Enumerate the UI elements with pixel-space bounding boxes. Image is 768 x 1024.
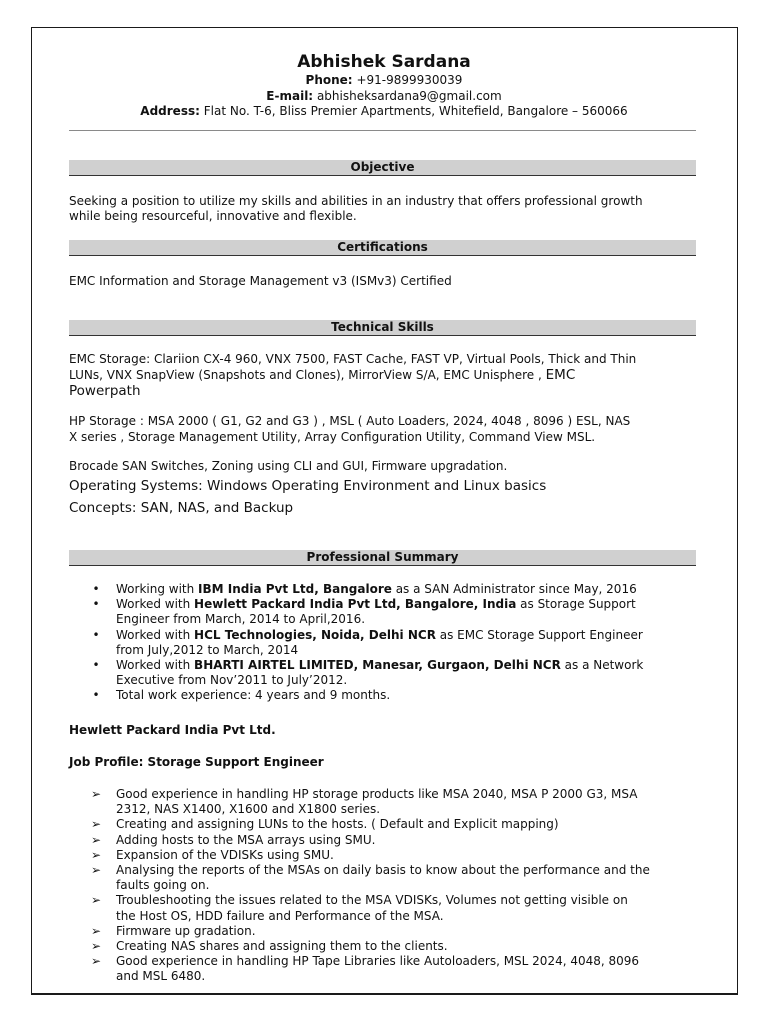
emc-skills-line-1: EMC Storage: Clariion CX-4 960, VNX 7500, FAST Cache, FAST VP, Virtual Pools, Thick and Thin (69, 352, 637, 366)
summary-text: Executive from Nov’2011 to July’2012. (116, 673, 348, 688)
technical-skills-heading: Technical Skills (69, 320, 696, 336)
summary-text: as Storage Support (516, 597, 636, 612)
summary-text: Worked with (116, 658, 195, 673)
arrow-bullet-icon: ➢ (90, 939, 102, 954)
bullet-icon: • (92, 582, 100, 596)
summary-text: from July,2012 to March, 2014 (116, 642, 299, 657)
certifications-heading: Certifications (69, 240, 696, 256)
summary-text: Worked with (116, 597, 195, 612)
summary-item (90, 658, 700, 688)
header-divider (69, 130, 696, 131)
responsibility-text: Creating and assigning LUNs to the hosts. ( Default and Explicit mapping) (116, 817, 559, 832)
hp-job-profile: Job Profile: Storage Support Engineer (69, 755, 324, 769)
responsibility-item (90, 863, 700, 893)
phone-label: Phone: (305, 73, 353, 87)
bullet-icon: • (92, 688, 100, 703)
summary-text: Worked with (116, 627, 195, 642)
emc-skills-line-2b: EMC (545, 367, 576, 383)
responsibility-text: Adding hosts to the MSA arrays using SMU. (116, 832, 376, 847)
responsibility-text: Good experience in handling HP storage products like MSA 2040, MSA P 2000 G3, MSA (116, 787, 638, 801)
address-value: Flat No. T-6, Bliss Premier Apartments, Whitefield, Bangalore – 560066 (203, 104, 628, 118)
operating-systems: Operating Systems: Windows Operating Environment and Linux basics (69, 478, 547, 494)
phone-line (0, 73, 768, 87)
emc-skills-line-2 (69, 367, 699, 384)
hp-company-heading: Hewlett Packard India Pvt Ltd. (69, 723, 276, 737)
bullet-icon: • (92, 627, 100, 642)
responsibility-item (90, 848, 700, 863)
objective-line-1: Seeking a position to utilize my skills and abilities in an industry that offers professional growth (69, 194, 643, 208)
responsibility-item (90, 817, 700, 832)
summary-item (90, 597, 700, 627)
responsibility-text: the Host OS, HDD failure and Performance of the MSA. (116, 908, 444, 923)
summary-company: HCL Technologies, Noida, Delhi NCR (194, 627, 436, 642)
hp-skills-line-2: X series , Storage Management Utility, Array Configuration Utility, Command View MSL. (69, 430, 596, 444)
email-line (0, 89, 768, 103)
phone-value: +91-9899930039 (356, 73, 463, 87)
emc-skills-line-3: Powerpath (69, 383, 141, 399)
responsibility-text: Analysing the reports of the MSAs on daily basis to know about the performance and the (116, 863, 650, 878)
email-label: E-mail: (266, 89, 314, 103)
arrow-bullet-icon: ➢ (90, 847, 102, 862)
arrow-bullet-icon: ➢ (90, 923, 102, 938)
summary-text: as a SAN Administrator since May, 2016 (391, 582, 637, 596)
objective-heading: Objective (69, 160, 696, 176)
arrow-bullet-icon: ➢ (90, 954, 102, 969)
summary-company: Hewlett Packard India Pvt Ltd, Bangalore, India (194, 597, 517, 612)
responsibility-item (90, 954, 700, 984)
certification-item: EMC Information and Storage Management v3 (ISMv3) Certified (69, 274, 452, 288)
bullet-icon: • (92, 658, 100, 673)
brocade-skills: Brocade SAN Switches, Zoning using CLI and GUI, Firmware upgradation. (69, 459, 508, 473)
responsibility-text: Troubleshooting the issues related to the MSA VDISKs, Volumes not getting visible on (116, 893, 628, 908)
address-label: Address: (140, 104, 200, 118)
concepts: Concepts: SAN, NAS, and Backup (69, 500, 294, 516)
responsibility-item (90, 893, 700, 923)
hp-responsibilities-list (90, 787, 700, 985)
arrow-bullet-icon: ➢ (90, 787, 102, 801)
responsibility-item (90, 787, 700, 817)
arrow-bullet-icon: ➢ (90, 863, 102, 878)
summary-text: as EMC Storage Support Engineer (435, 627, 643, 642)
summary-item (90, 628, 700, 658)
responsibility-item (90, 924, 700, 939)
arrow-bullet-icon: ➢ (90, 893, 102, 908)
responsibility-item (90, 833, 700, 848)
summary-text: Working with (116, 582, 199, 596)
hp-skills-line-1: HP Storage : MSA 2000 ( G1, G2 and G3 ) , MSL ( Auto Loaders, 2024, 4048 , 8096 ) ESL, NAS (69, 414, 631, 428)
bullet-icon: • (92, 597, 100, 612)
email-value: abhisheksardana9@gmail.com (316, 89, 502, 103)
responsibility-text: 2312, NAS X1400, X1600 and X1800 series. (116, 802, 381, 817)
summary-company: BHARTI AIRTEL LIMITED, Manesar, Gurgaon, Delhi NCR (194, 658, 561, 673)
summary-company: IBM India Pvt Ltd, Bangalore (198, 582, 392, 596)
candidate-name: Abhishek Sardana (297, 52, 471, 72)
responsibility-item (90, 939, 700, 954)
emc-skills-line-2a: LUNs, VNX SnapView (Snapshots and Clones), MirrorView S/A, EMC Unisphere , (69, 368, 542, 382)
responsibility-text: faults going on. (116, 878, 210, 893)
summary-text: as a Network (560, 658, 644, 673)
objective-line-2: while being resourceful, innovative and flexible. (69, 209, 357, 223)
summary-text: Total work experience: 4 years and 9 months. (116, 688, 391, 703)
responsibility-text: Creating NAS shares and assigning them to the clients. (116, 939, 448, 954)
responsibility-text: Expansion of the VDISKs using SMU. (116, 847, 334, 862)
summary-item (90, 582, 700, 597)
arrow-bullet-icon: ➢ (90, 817, 102, 832)
address-line (0, 104, 768, 118)
summary-text: Engineer from March, 2014 to April,2016. (116, 612, 366, 627)
summary-item (90, 688, 700, 703)
responsibility-text: Firmware up gradation. (116, 923, 256, 938)
summary-list (90, 582, 700, 704)
professional-summary-heading: Professional Summary (69, 550, 696, 566)
responsibility-text: and MSL 6480. (116, 969, 206, 984)
arrow-bullet-icon: ➢ (90, 832, 102, 847)
responsibility-text: Good experience in handling HP Tape Libraries like Autoloaders, MSL 2024, 4048, 8096 (116, 954, 640, 969)
